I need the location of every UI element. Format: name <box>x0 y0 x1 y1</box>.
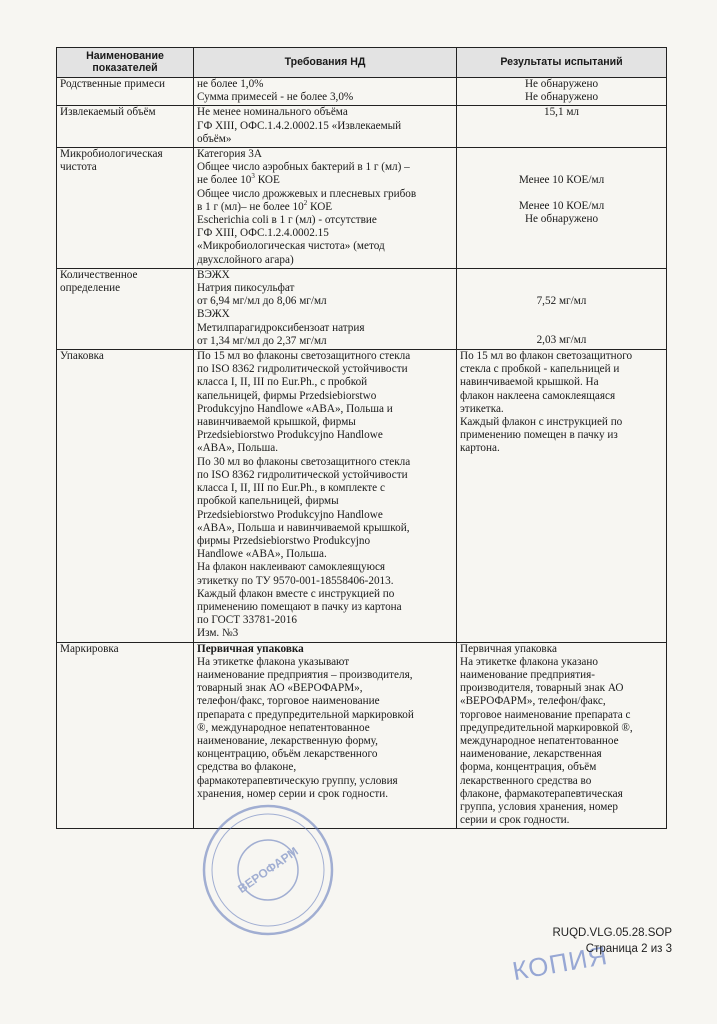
table-row <box>57 268 667 349</box>
requirement-line: применению помещают в пачку из картона <box>197 600 402 613</box>
result-cell <box>457 268 667 349</box>
result-line: этикетка. <box>460 402 504 415</box>
requirement-unit: КОЕ <box>307 200 333 213</box>
requirement-line: Изм. №3 <box>197 627 239 640</box>
result-line: серии и срок годности. <box>460 814 570 827</box>
result-line: флаконе, фармакотерапевтическая <box>460 787 623 800</box>
result-cell <box>457 642 667 829</box>
requirement-line: ГФ XIII, ОФС.1.2.4.0002.15 <box>197 227 329 240</box>
result-line: лекарственного средства во <box>460 774 592 787</box>
requirement-line: пробкой капельницей, фирмы <box>197 495 339 508</box>
requirement-cell <box>194 350 457 642</box>
requirement-line <box>197 174 453 187</box>
result-line: Менее 10 КОЕ/мл <box>518 200 605 213</box>
requirement-line: по ISO 8362 гидролитической устойчивости <box>197 468 408 481</box>
requirement-line: ВЭЖХ <box>197 268 230 281</box>
specification-table <box>56 47 667 829</box>
result-line: На этикетке флакона указано <box>460 655 598 668</box>
requirement-text: в 1 г (мл)– не более 10 <box>197 200 304 213</box>
requirement-line: Не менее номинального объёма <box>197 106 348 119</box>
requirement-line: Handlowe «ABA», Польша. <box>197 548 327 561</box>
table-header-row <box>57 48 667 78</box>
result-line: производителя, товарный знак АО <box>460 682 624 695</box>
result-line: наименование предприятия- <box>460 668 595 681</box>
indicator-name: Микробиологическая чистота <box>57 148 194 269</box>
requirement-text: не более 10 <box>197 174 252 187</box>
requirement-cell <box>194 106 457 148</box>
result-line: картона. <box>460 442 500 455</box>
page-footer <box>552 925 672 957</box>
table-row <box>57 78 667 106</box>
requirement-line: навинчиваемой крышкой, фирмы <box>197 416 356 429</box>
requirement-line: На этикетке флакона указывают <box>197 655 350 668</box>
requirement-line: Escherichia coli в 1 г (мл) - отсутствие <box>197 214 377 227</box>
requirement-line: от 1,34 мг/мл до 2,37 мг/мл <box>197 334 327 347</box>
requirement-line: товарный знак АО «ВЕРОФАРМ», <box>197 682 363 695</box>
requirement-line: объём» <box>197 132 232 145</box>
requirement-subheading: Первичная упаковка <box>197 642 304 655</box>
table-row <box>57 642 667 829</box>
requirement-line: Сумма примесей - не более 3,0% <box>197 91 354 104</box>
header-results: Результаты испытаний <box>457 48 667 78</box>
result-line: наименование, лекарственная <box>460 748 602 761</box>
requirement-line: телефон/факс, торговое наименование <box>197 695 380 708</box>
result-line: стекла с пробкой - капельницей и <box>460 363 620 376</box>
result-cell <box>457 350 667 642</box>
table-row <box>57 106 667 148</box>
requirement-line <box>197 198 453 214</box>
requirement-line: капельницей, фирмы Przedsiebiorstwo <box>197 389 377 402</box>
requirement-cell <box>194 78 457 106</box>
requirement-line: На флакон наклеивают самоклеящуюся <box>197 561 386 574</box>
result-cell <box>457 106 667 148</box>
result-line: Не обнаружено <box>524 78 599 90</box>
requirement-line: Przedsiebiorstwo Produkcyjno Handlowe <box>197 508 383 521</box>
requirement-line: по ГОСТ 33781-2016 <box>197 614 297 627</box>
requirement-line: не более 1,0% <box>197 78 264 90</box>
result-line: Не обнаружено <box>524 213 599 226</box>
requirement-line: Общее число дрожжевых и плесневых грибов <box>197 187 417 200</box>
result-line: форма, концентрация, объём <box>460 761 597 774</box>
requirement-line: Produkcyjno Handlowe «ABA», Польша и <box>197 402 393 415</box>
result-line: «ВЕРОФАРМ», телефон/факс, <box>460 695 606 708</box>
requirement-line: По 30 мл во флаконы светозащитного стекла <box>197 455 411 468</box>
exponent: 2 <box>303 198 308 207</box>
requirement-line: хранения, номер серии и срок годности. <box>197 787 388 800</box>
requirement-line: от 6,94 мг/мл до 8,06 мг/мл <box>197 295 327 308</box>
requirement-cell <box>194 642 457 829</box>
indicator-name: Упаковка <box>57 350 194 642</box>
result-line: Менее 10 КОЕ/мл <box>518 174 605 187</box>
requirement-line: класса I, II, III по Eur.Ph., с пробкой <box>197 376 368 389</box>
exponent: 3 <box>251 172 255 181</box>
page-number: Страница 2 из 3 <box>585 943 672 955</box>
requirement-line: По 15 мл во флаконы светозащитного стекла <box>197 350 411 363</box>
indicator-name: Родственные примеси <box>57 78 194 106</box>
table-row <box>57 350 667 642</box>
requirement-unit: КОЕ <box>254 174 280 187</box>
requirement-line: «Микробиологическая чистота» (метод <box>197 240 385 253</box>
result-line: международное непатентованное <box>460 734 619 747</box>
requirement-line: «ABA», Польша. <box>197 442 278 455</box>
result-line: 15,1 мл <box>543 106 580 119</box>
requirement-line: «ABA», Польша и навинчиваемой крышкой, <box>197 521 410 534</box>
result-cell <box>457 148 667 269</box>
stamp-text: ВЕРОФАРМ <box>235 844 301 896</box>
requirement-line: Каждый флакон вместе с инструкцией по <box>197 587 395 600</box>
copy-watermark: КОПИЯ <box>510 939 611 987</box>
result-line: флакон наклеена самоклеящаяся <box>460 389 616 402</box>
requirement-line: ВЭЖХ <box>197 308 230 321</box>
result-line: 2,03 мг/мл <box>536 334 587 347</box>
requirement-line: класса I, II, III по Eur.Ph., в комплекте с <box>197 482 385 495</box>
header-indicator: Наименование показателей <box>57 48 194 78</box>
result-line: применению помещен в пачку из <box>460 429 618 442</box>
requirement-line: ®, международное непатентованное <box>197 721 370 734</box>
result-line: Каждый флакон с инструкцией по <box>460 416 623 429</box>
requirement-line: наименование, лекарственную форму, <box>197 734 378 747</box>
requirement-line: наименование предприятия – производителя, <box>197 668 413 681</box>
requirement-line: этикетку по ТУ 9570-001-18558406-2013. <box>197 574 394 587</box>
header-requirements: Требования НД <box>194 48 457 78</box>
result-line: торговое наименование препарата с <box>460 708 631 721</box>
requirement-cell <box>194 148 457 269</box>
requirement-line: Натрия пикосульфат <box>197 282 295 295</box>
result-line: навинчиваемой крышкой. На <box>460 376 599 389</box>
indicator-name: Маркировка <box>57 642 194 829</box>
result-line: группа, условия хранения, номер <box>460 800 618 813</box>
indicator-name: Количественное определение <box>57 268 194 349</box>
requirement-line: двухслойного агара) <box>197 253 294 266</box>
requirement-line: фармакотерапевтическую группу, условия <box>197 774 398 787</box>
result-line: По 15 мл во флакон светозащитного <box>460 350 633 363</box>
result-cell <box>457 78 667 106</box>
result-line: предупредительной маркировкой ®, <box>460 721 633 734</box>
requirement-line: Категория 3А <box>197 148 262 161</box>
result-line: Не обнаружено <box>524 91 599 104</box>
requirement-line: препарата с предупредительной маркировкой <box>197 708 414 721</box>
requirement-cell <box>194 268 457 349</box>
requirement-line: Общее число аэробных бактерий в 1 г (мл) – <box>197 161 410 174</box>
requirement-line: по ISO 8362 гидролитической устойчивости <box>197 363 408 376</box>
indicator-name: Извлекаемый объём <box>57 106 194 148</box>
table-row <box>57 148 667 269</box>
requirement-line: Метилпарагидроксибензоат натрия <box>197 321 365 334</box>
requirement-line: ГФ XIII, ОФС.1.4.2.0002.15 «Извлекаемый <box>197 119 402 132</box>
requirement-line: фирмы Przedsiebiorstwo Produkcyjno <box>197 534 371 547</box>
document-code: RUQD.VLG.05.28.SOP <box>552 927 672 939</box>
requirement-line: Przedsiebiorstwo Produkcyjno Handlowe <box>197 429 383 442</box>
result-line: 7,52 мг/мл <box>536 294 587 307</box>
requirement-line: концентрацию, объём лекарственного <box>197 748 378 761</box>
result-subheading: Первичная упаковка <box>460 642 557 655</box>
requirement-line: средства во флаконе, <box>197 761 297 774</box>
